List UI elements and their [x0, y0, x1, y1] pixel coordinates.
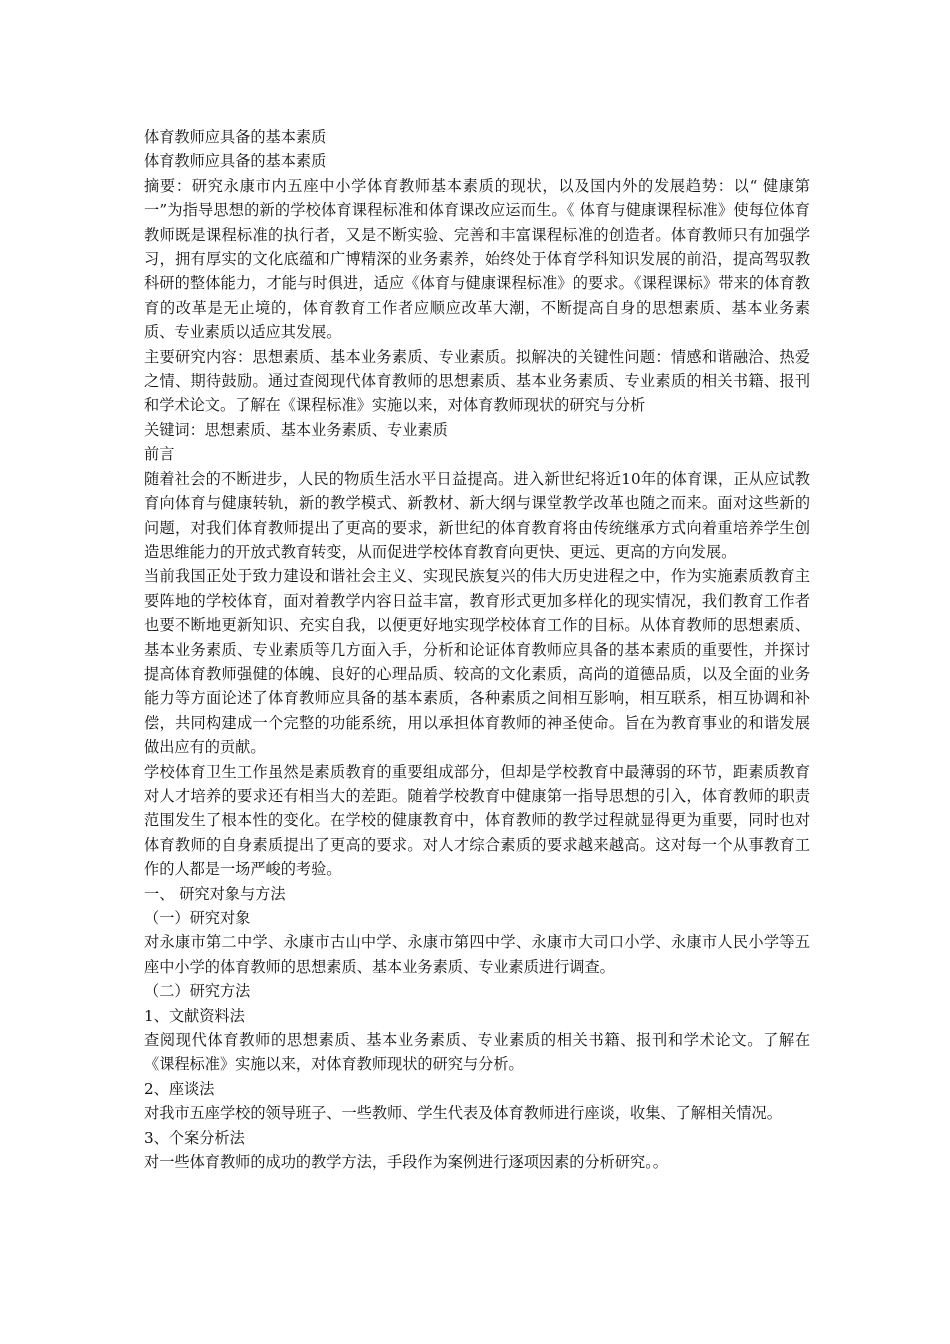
method-3-heading: 3、个案分析法 [144, 1128, 245, 1147]
document-title: 体育教师应具备的基本素质 [144, 128, 327, 146]
section-1-heading: 一、 研究对象与方法 [144, 884, 286, 903]
document-subtitle: 体育教师应具备的基本素质 [144, 152, 327, 171]
method-3-text: 对一些体育教师的成功的教学方法，手段作为案例进行逐项因素的分析研究。。 [144, 1153, 668, 1172]
method-1-heading: 1、文献资料法 [144, 1006, 245, 1025]
method-2-text: 对我市五座学校的领导班子、一些教师、学生代表及体育教师进行座谈，收集、了解相关情况。 [144, 1104, 782, 1123]
preface-paragraph-2: 当前我国正处于致力建设和谐社会主义、实现民族复兴的伟大历史进程之中，作为实施素质教育主要阵地的学校体育，面对着教学内容日益丰富，教育形式更加多样化的现实情况，我们教育工作者也要不断地更新知识、充实自我，以便更好地实现学校体育工作的目标。从体育教师的思想素质、基本业务素质、专业素质等几方面入手，分析和论证体育教师应具备的基本素质的重要性，并探讨提高体育教师强健的体魄、良好的心理品质、较高的文化素质，高尚的道德品质，以及全面的业务能力等方面论述了体育教师应具备的基本素质，各种素质之间相互影响，相互联系，相互协调和补偿，共同构建成一个完整的功能系统，用以承担体育教师的神圣使命。旨在为教育事业的和谐发展做出应有的贡献。 [144, 567, 810, 757]
method-2-heading: 2、座谈法 [144, 1079, 215, 1098]
preface-paragraph-1: 随着社会的不断进步，人民的物质生活水平日益提高。进入新世纪将近10年的体育课，正从应试教育向体育与健康转轨，新的教学模式、新教材、新大纲与课堂教学改革也随之而来。面对这些新的问题，对我们体育教师提出了更高的要求，新世纪的体育教育将由传统继承方式向着重培养学生创造思维能力的开放式教育转变，从而促进学校体育教育向更快、更远、更高的方向发展。 [144, 469, 810, 561]
method-1-text: 查阅现代体育教师的思想素质、基本业务素质、专业素质的相关书籍、报刊和学术论文。了解在《课程标准》实施以来，对体育教师现状的研究与分析。 [144, 1031, 810, 1074]
research-content-paragraph: 主要研究内容：思想素质、基本业务素质、专业素质。拟解决的关键性问题：情感和谐融洽、热爱之情、期待鼓励。通过查阅现代体育教师的思想素质、基本业务素质、专业素质的相关书籍、报刊和学术论文。了解在《课程标准》实施以来，对体育教师现状的研究与分析 [144, 347, 810, 415]
preface-paragraph-3: 学校体育卫生工作虽然是素质教育的重要组成部分，但却是学校教育中最薄弱的环节，距素质教育对人才培养的要求还有相当大的差距。随着学校教育中健康第一指导思想的引入，体育教师的职责范围发生了根本性的变化。在学校的健康教育中，体育教师的教学过程就显得更为重要，同时也对体育教师的自身素质提出了更高的要求。对人才综合素质的要求越来越高。这对每一个从事教育工作的人都是一场严峻的考验。 [144, 762, 810, 879]
subsection-2-heading: （二）研究方法 [144, 982, 251, 1001]
subsection-1-text: 对永康市第二中学、永康市古山中学、永康市第四中学、永康市大司口小学、永康市人民小学等五座中小学的体育教师的思想素质、基本业务素质、专业素质进行调查。 [144, 933, 810, 976]
subsection-1-heading: （一）研究对象 [144, 909, 251, 927]
document-page [144, 125, 810, 1174]
preface-heading: 前言 [144, 445, 175, 464]
keywords-line: 关键词：思想素质、基本业务素质、专业素质 [144, 420, 448, 439]
abstract-paragraph: 摘要：研究永康市内五座中小学体育教师基本素质的现状，以及国内外的发展趋势：以“ 健康第一”为指导思想的新的学校体育课程标准和体育课改应运而生。《 体育与健康课程标准》使每位体育教师既是课程标准的执行者，又是不断实验、完善和丰富课程标准的创造者。体育教师只有加强学习，拥有厚实的文化底蕴和广博精深的业务素养，始终处于体育学科知识发展的前沿，提高驾驭教科研的整体能力，才能与时俱进，适应《体育与健康课程标准》的要求。《课程课标》带来的体育教育的改革是无止境的，体育教育工作者应顺应改革大潮，不断提高自身的思想素质、基本业务素质、专业素质以适应其发展。 [144, 176, 810, 342]
